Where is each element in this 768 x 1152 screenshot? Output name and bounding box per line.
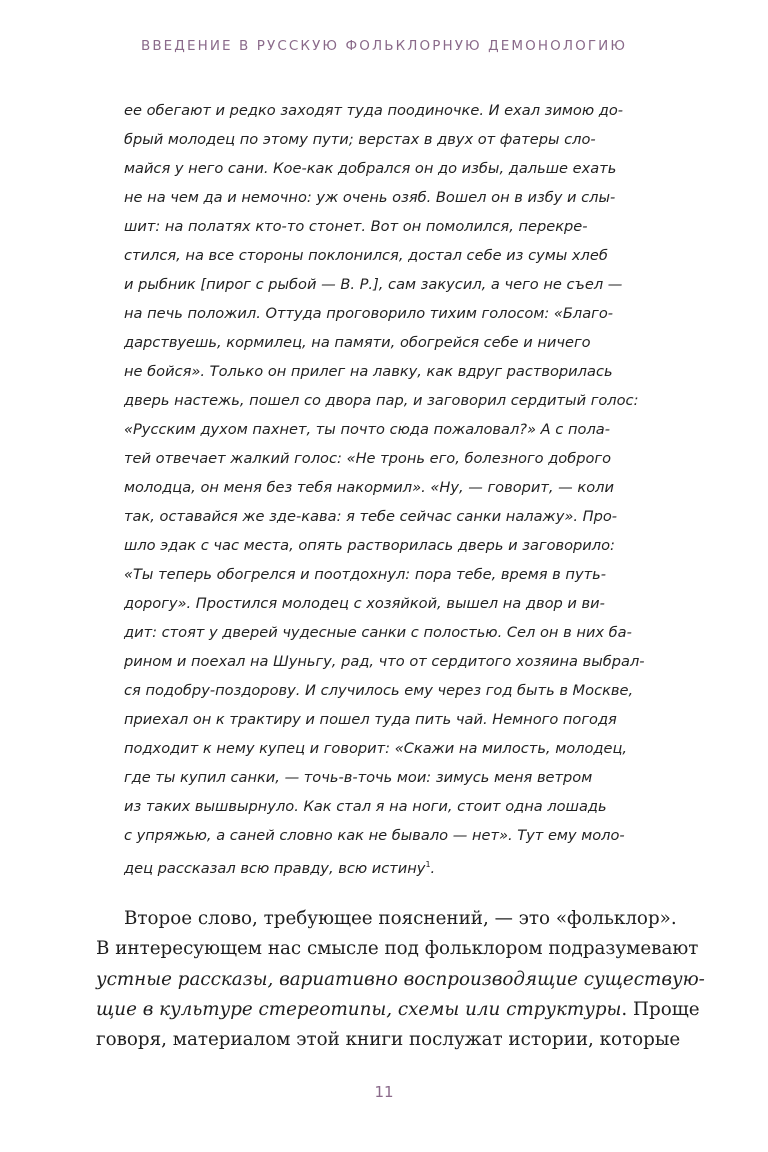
quote-line: тей отвечает жалкий голос: «Не тронь его, болезного доброго: [124, 450, 612, 467]
quote-line-last: [124, 850, 664, 879]
quote-line: дорогу». Простился молодец с хозяйкой, вышел на двор и ви-: [124, 595, 605, 612]
body-line: Второе слово, требующее пояснений, — это «фольклор».: [124, 908, 677, 929]
body-paragraph: [96, 904, 705, 1055]
body-line: В интересующем нас смысле под фольклором подразумевают: [96, 938, 699, 960]
body-emphasis: устные рассказы, вариативно воспроизводящие существую-: [96, 968, 705, 990]
quote-line: дверь настежь, пошел со двора пар, и заговорил сердитый голос:: [124, 392, 639, 409]
quote-block: [124, 96, 664, 879]
body-emphasis: щие в культуре стереотипы, схемы или структуры: [96, 998, 622, 1020]
quote-last-period: .: [430, 860, 436, 877]
quote-line: шит: на полатях кто-то стонет. Вот он помолился, перекре-: [124, 218, 588, 235]
quote-line: так, оставайся же зде-кава: я тебе сейчас санки налажу». Про-: [124, 508, 618, 525]
quote-line: не бойся». Только он прилег на лавку, как вдруг растворилась: [124, 363, 613, 380]
quote-line: ее обегают и редко заходят туда поодиночке. И ехал зимою до-: [124, 102, 624, 119]
quote-line: из таких вышвырнуло. Как стал я на ноги, стоит одна лошадь: [124, 798, 607, 815]
quote-line: где ты купил санки, — точь-в-точь мои: зимусь меня ветром: [124, 769, 593, 786]
quote-line: не на чем да и немочно: уж очень озяб. Вошел он в избу и слы-: [124, 189, 616, 206]
body-text-run: . Проще: [621, 998, 700, 1020]
quote-line: стился, на все стороны поклонился, достал себе из сумы хлеб: [124, 247, 608, 264]
quote-line: ся подобру-поздорову. И случилось ему через год быть в Москве,: [124, 682, 634, 699]
quote-line: и рыбник [пирог с рыбой — В. Р.], сам закусил, а чего не съел —: [124, 276, 623, 293]
quote-line: дит: стоят у дверей чудесные санки с полостью. Сел он в них ба-: [124, 624, 632, 641]
body-line: [96, 965, 705, 995]
quote-line: на печь положил. Оттуда проговорило тихим голосом: «Благо-: [124, 305, 614, 322]
body-line: [96, 995, 700, 1025]
body-line: говоря, материалом этой книги послужат истории, которые: [96, 1029, 681, 1051]
footnote-marker[interactable]: 1: [425, 860, 431, 869]
quote-line: молодца, он меня без тебя накормил». «Ну, — говорит, — коли: [124, 479, 614, 496]
quote-line: майся у него сани. Кое-как добрался он до избы, дальше ехать: [124, 160, 617, 177]
quote-line: рином и поехал на Шуньгу, рад, что от сердитого хозяина выбрал-: [124, 653, 645, 670]
running-head: ВВЕДЕНИЕ В РУССКУЮ ФОЛЬКЛОРНУЮ ДЕМОНОЛОГИЮ: [140, 38, 628, 54]
quote-line: дарствуешь, кормилец, на памяти, обогрейся себе и ничего: [124, 334, 591, 351]
quote-line: приехал он к трактиру и пошел туда пить чай. Немного погодя: [124, 711, 617, 728]
quote-line: брый молодец по этому пути; верстах в двух от фатеры сло-: [124, 131, 596, 148]
quote-line: подходит к нему купец и говорит: «Скажи на милость, молодец,: [124, 740, 628, 757]
page-number: 11: [374, 1083, 394, 1101]
quote-line: шло эдак с час места, опять растворилась дверь и заговорило:: [124, 537, 615, 554]
quote-last-text: дец рассказал всю правду, всю истину: [124, 860, 426, 877]
quote-line: «Ты теперь обогрелся и поотдохнул: пора тебе, время в путь-: [124, 566, 606, 583]
quote-line: с упряжью, а саней словно как не бывало — нет». Тут ему моло-: [124, 827, 625, 844]
quote-line: «Русским духом пахнет, ты почто сюда пожаловал?» А с пола-: [124, 421, 610, 438]
